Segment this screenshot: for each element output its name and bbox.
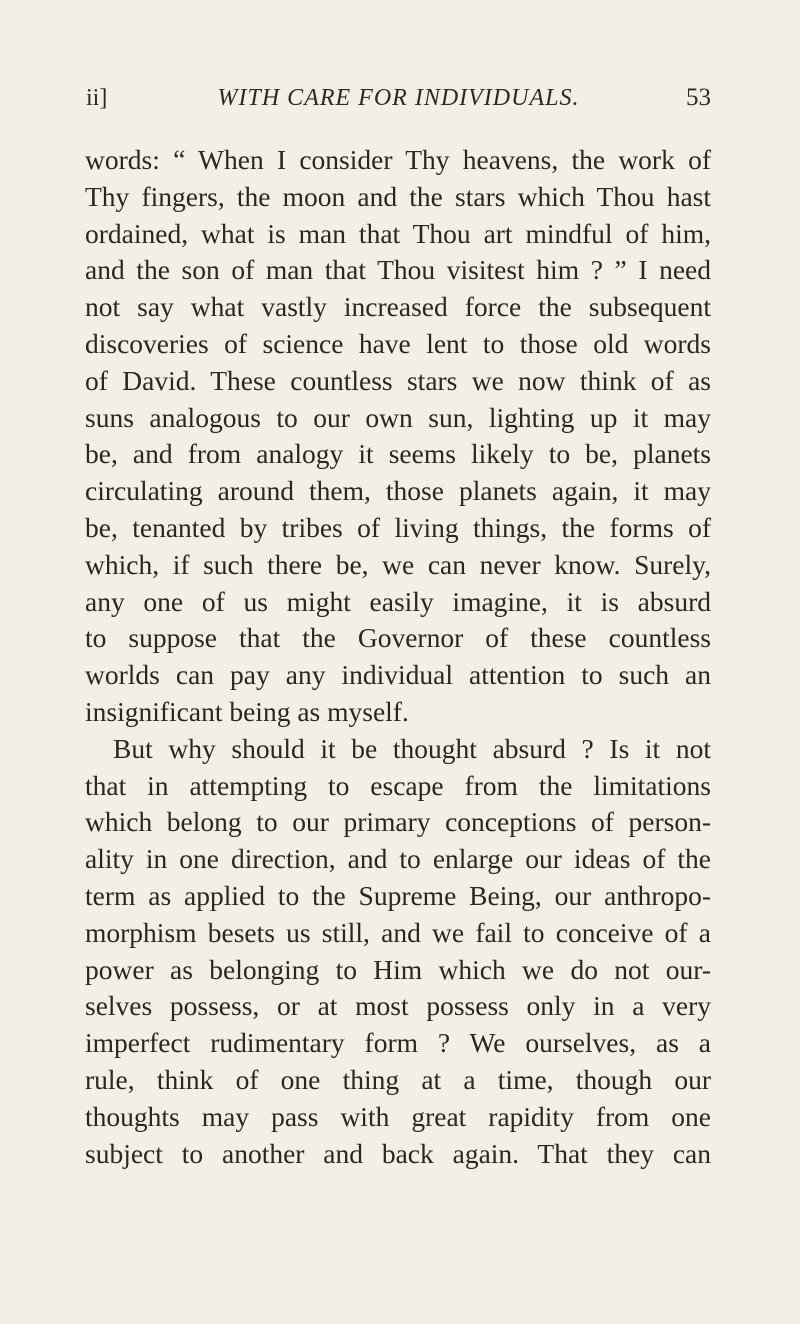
text-line: of David. These countless stars we now think of as — [85, 364, 711, 396]
text-line: discoveries of science have lent to those old words — [85, 327, 711, 359]
text-line: thoughts may pass with great rapidity from one — [85, 1100, 711, 1132]
running-head — [86, 78, 711, 118]
text-line: morphism besets us still, and we fail to conceive of a — [85, 916, 711, 948]
text-line: and the son of man that Thou visitest him ? ” I need — [85, 254, 711, 286]
text-line: ality in one direction, and to enlarge our ideas of the — [85, 843, 711, 875]
text-line: But why should it be thought absurd ? Is it not — [113, 732, 711, 764]
text-line: power as belonging to Him which we do not our- — [85, 953, 711, 985]
text-line: be, and from analogy it seems likely to be, planets — [85, 438, 711, 470]
text-line: imperfect rudimentary form ? We ourselves, as a — [85, 1027, 711, 1059]
text-line: insignificant being as myself. — [85, 695, 409, 727]
text-line: circulating around them, those planets again, it may — [85, 475, 711, 507]
chapter-number: ii] — [86, 85, 108, 111]
text-line: ordained, what is man that Thou art mindful of him, — [85, 217, 711, 249]
text-line: words: “ When I consider Thy heavens, the work of — [85, 144, 711, 175]
text-line: any one of us might easily imagine, it is absurd — [85, 585, 711, 617]
text-line: suns analogous to our own sun, lighting up it may — [85, 401, 711, 433]
text-line: to suppose that the Governor of these countless — [85, 622, 711, 654]
text-line: rule, think of one thing at a time, though our — [85, 1063, 711, 1095]
text-line: which belong to our primary conceptions of person- — [85, 806, 711, 838]
text-line: that in attempting to escape from the limitations — [85, 769, 711, 801]
text-line: selves possess, or at most possess only in a very — [85, 990, 711, 1022]
text-line: be, tenanted by tribes of living things, the forms of — [85, 511, 711, 543]
text-line: not say what vastly increased force the subsequent — [85, 291, 711, 323]
running-title: WITH CARE FOR INDIVIDUALS. — [217, 85, 580, 111]
body-text — [85, 142, 711, 1172]
text-line: which, if such there be, we can never know. Surely, — [85, 548, 711, 580]
text-line: Thy fingers, the moon and the stars which Thou hast — [85, 180, 711, 212]
text-line: term as applied to the Supreme Being, our anthropo- — [85, 879, 711, 911]
text-line: subject to another and back again. That they can — [85, 1137, 711, 1169]
page-number: 53 — [686, 84, 711, 111]
text-line: worlds can pay any individual attention to such an — [85, 659, 711, 691]
